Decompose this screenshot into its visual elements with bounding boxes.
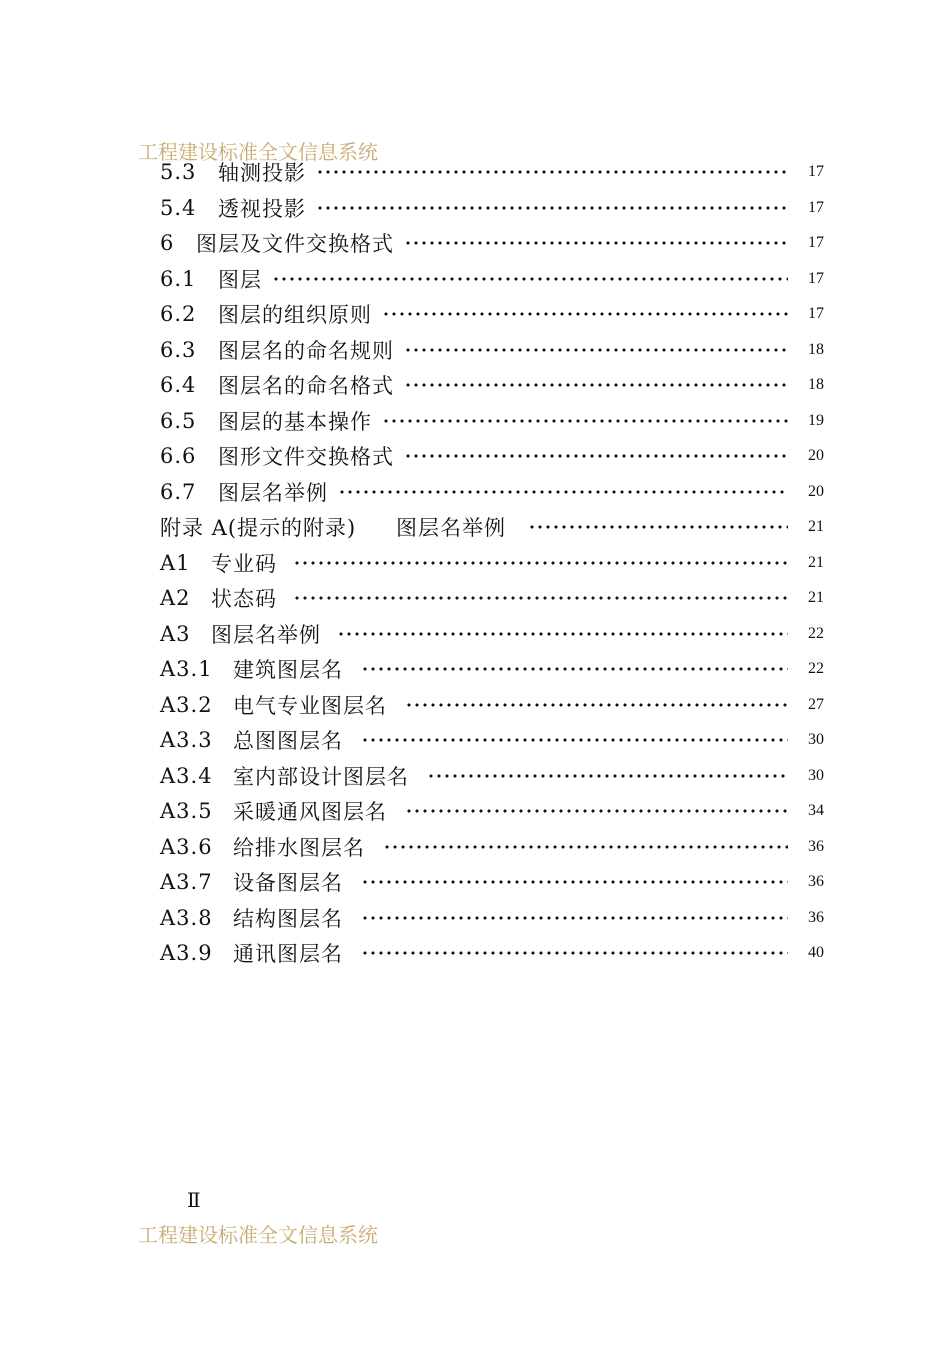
toc-entry-title: 图形文件交换格式	[218, 445, 394, 469]
header-watermark: 工程建设标准全文信息系统	[138, 140, 378, 164]
toc-entry-page: 22	[808, 624, 824, 642]
toc-entry[interactable]	[160, 617, 824, 651]
toc-entry-number: A3.7	[160, 870, 213, 894]
dot-leader	[404, 348, 788, 352]
toc-entry-number: 6.4	[160, 373, 197, 397]
toc-entry-number: A3.1	[160, 657, 213, 681]
toc-entry-title: 图层名举例	[218, 480, 328, 505]
toc-entry[interactable]	[160, 333, 824, 367]
toc-entry[interactable]	[160, 581, 824, 615]
toc-entry-title: 图层的组织原则	[218, 303, 372, 327]
toc-entry-number: 6.6	[160, 444, 197, 468]
toc-entry-page: 36	[808, 908, 824, 926]
dot-leader	[404, 241, 788, 245]
toc-entry-number: A3.8	[160, 905, 213, 930]
toc-entry-number: 6	[160, 231, 175, 255]
toc-entry[interactable]	[160, 262, 824, 296]
toc-entry-title: 设备图层名	[233, 871, 343, 895]
dot-leader	[427, 774, 788, 778]
toc-entry[interactable]	[160, 759, 824, 793]
dot-leader	[383, 845, 788, 849]
toc-entry-page: 34	[808, 802, 824, 819]
toc-entry[interactable]	[160, 475, 824, 509]
footer-watermark: 工程建设标准全文信息系统	[138, 1223, 378, 1247]
toc-entry-page: 21	[808, 518, 824, 535]
toc-entry-page: 20	[808, 482, 824, 500]
toc-entry-number: A3.2	[160, 692, 213, 717]
toc-entry-title: 结构图层名	[233, 906, 343, 931]
toc-entry-title: 图层名的命名格式	[218, 374, 394, 398]
dot-leader	[382, 312, 788, 316]
toc-entry-page: 21	[808, 553, 824, 571]
toc-entry-page: 30	[808, 766, 824, 784]
toc-entry-page: 18	[808, 340, 824, 358]
page-number: Ⅱ	[187, 1190, 201, 1212]
toc-entry-title: 图层名举例	[211, 622, 321, 647]
toc-entry-title: 图层名的命名规则	[218, 338, 394, 363]
toc-entry-title: 透视投影	[218, 196, 306, 221]
toc-entry-title: 采暖通风图层名	[233, 800, 387, 824]
toc-entry-number: 6.3	[160, 337, 197, 362]
toc-entry[interactable]	[160, 688, 824, 722]
dot-leader	[405, 703, 788, 707]
toc-entry-page: 17	[808, 198, 824, 216]
toc-entry-number: A2	[160, 586, 191, 610]
toc-entry-number: 6.7	[160, 479, 197, 504]
dot-leader	[528, 525, 788, 529]
toc-entry-page: 17	[808, 269, 824, 287]
dot-leader	[316, 206, 788, 210]
toc-entry-title: 总图图层名	[233, 729, 343, 753]
dot-leader	[361, 738, 788, 742]
toc-entry[interactable]	[160, 404, 824, 438]
toc-entry[interactable]	[160, 794, 824, 828]
dot-leader	[361, 916, 788, 920]
toc-entry-number: A3	[160, 621, 191, 646]
dot-leader	[361, 951, 788, 955]
toc-entry-title: 电气专业图层名	[233, 693, 387, 718]
toc-entry[interactable]	[160, 191, 824, 225]
toc-entry-page: 21	[808, 589, 824, 606]
toc-entry-page: 17	[808, 305, 824, 322]
toc-entry-title: 室内部设计图层名	[233, 764, 409, 789]
toc-entry[interactable]	[160, 901, 824, 935]
toc-entry[interactable]	[160, 439, 824, 473]
toc-entry-number: 5.4	[160, 195, 197, 220]
toc-entry-title: 建筑图层名	[233, 658, 343, 682]
dot-leader	[338, 490, 788, 494]
toc-entry-number: 6.5	[160, 408, 197, 433]
dot-leader	[272, 277, 788, 281]
dot-leader	[405, 809, 788, 813]
toc-entry-number: A1	[160, 550, 191, 575]
toc-entry-title: 专业码	[211, 551, 277, 576]
toc-entry-number: 6.2	[160, 302, 197, 326]
toc-entry-page: 22	[808, 660, 824, 677]
toc-entry-title: 图层名举例	[396, 516, 506, 540]
toc-entry-page: 20	[808, 447, 824, 464]
toc-entry-title: 状态码	[211, 587, 277, 611]
toc-entry-title: 轴测投影	[218, 161, 306, 185]
toc-entry[interactable]	[160, 297, 824, 331]
toc-entry[interactable]	[160, 723, 824, 757]
toc-entry-page: 36	[808, 873, 824, 890]
toc-entry-title: 通讯图层名	[233, 942, 343, 966]
toc-entry-title: 图层及文件交换格式	[196, 232, 394, 256]
toc-entry-number: A3.4	[160, 763, 213, 788]
toc-entry[interactable]	[160, 865, 824, 899]
toc-entry-page: 17	[808, 234, 824, 251]
toc-entry-number: A3.9	[160, 941, 213, 965]
toc-entry[interactable]	[160, 226, 824, 260]
toc-entry[interactable]	[160, 936, 824, 970]
toc-entry-page: 19	[808, 411, 824, 429]
toc-entry-number: 5.3	[160, 160, 197, 184]
dot-leader	[404, 454, 788, 458]
toc-entry-page: 30	[808, 731, 824, 748]
dot-leader	[337, 632, 788, 636]
dot-leader	[293, 596, 788, 600]
toc-entry[interactable]	[160, 830, 824, 864]
dot-leader	[404, 383, 788, 387]
toc-entry-page: 27	[808, 695, 824, 713]
toc-entry-number: A3.5	[160, 799, 213, 823]
dot-leader	[293, 561, 788, 565]
toc-entry-title: 图层的基本操作	[218, 409, 372, 434]
dot-leader	[382, 419, 788, 423]
dot-leader	[316, 170, 788, 174]
toc-entry-title: 图层	[218, 267, 262, 292]
toc-entry-page: 18	[808, 376, 824, 393]
toc-entry[interactable]	[160, 155, 824, 189]
toc-entry-title: 给排水图层名	[233, 835, 365, 860]
toc-entry[interactable]	[160, 546, 824, 580]
toc-entry-number: 6.1	[160, 266, 197, 291]
toc-entry-number: A3.6	[160, 834, 213, 859]
toc-entry-number: 附录 A(提示的附录)	[160, 516, 357, 540]
dot-leader	[361, 667, 788, 671]
toc-entry-number: A3.3	[160, 728, 213, 752]
toc-entry-page: 36	[808, 837, 824, 855]
toc-entry[interactable]	[160, 510, 824, 544]
toc-entry-page: 40	[808, 944, 824, 961]
toc-entry-page: 17	[808, 163, 824, 180]
dot-leader	[361, 880, 788, 884]
toc-entry[interactable]	[160, 652, 824, 686]
toc-entry[interactable]	[160, 368, 824, 402]
